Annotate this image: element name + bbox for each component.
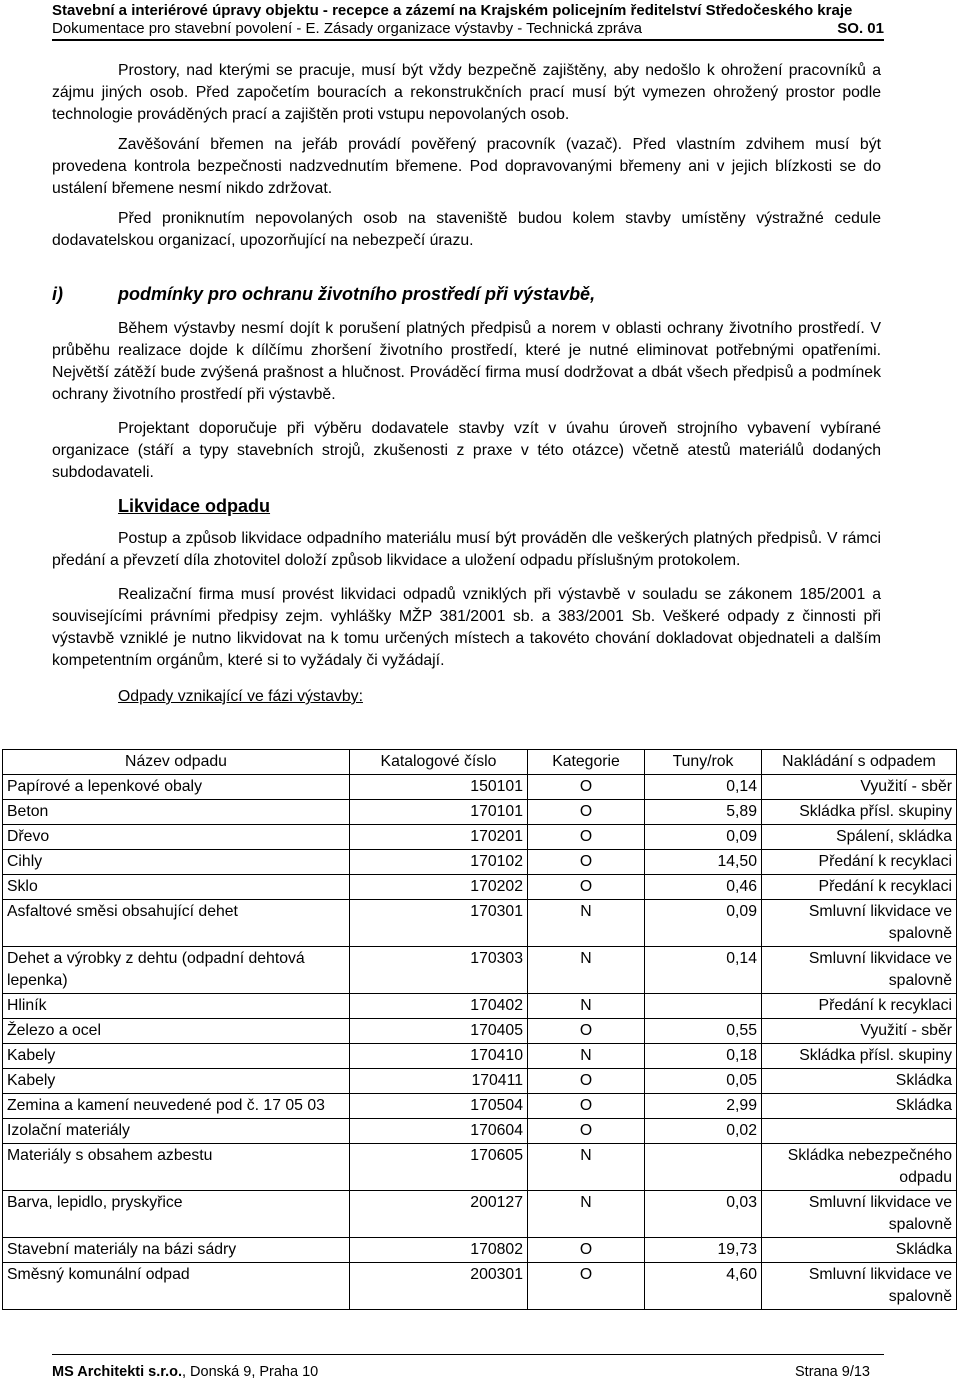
cell-catalog-number: 170504: [350, 1094, 528, 1119]
footer-company-block: [52, 1363, 318, 1381]
header-subtitle-row: [52, 20, 884, 38]
cell-tons: [645, 994, 762, 1019]
table-row: [3, 1019, 957, 1044]
cell-handling: Smluvní likvidace ve spalovně: [762, 1191, 957, 1238]
paragraph-warning-signs: Před proniknutím nepovolaných osob na staveniště budou kolem stavby umístěny výstražné cedule dodavatelskou organizací, upozorňující na nebezpečí úrazu.: [52, 210, 881, 249]
cell-name: Papírové a lepenkové obaly: [3, 775, 350, 800]
table-row: [3, 775, 957, 800]
header-title: Stavební a interiérové úpravy objektu - recepce a zázemí na Krajském policejním ředitelství Středočeského kraje: [52, 2, 853, 19]
table-row: [3, 800, 957, 825]
cell-category: N: [528, 900, 645, 947]
cell-name: Železo a ocel: [3, 1019, 350, 1044]
cell-name: Dřevo: [3, 825, 350, 850]
cell-category: O: [528, 1263, 645, 1310]
paragraph-safety: Prostory, nad kterými se pracuje, musí být vždy bezpečně zajištěny, aby nedošlo k ohrožení pracovníků a zájmu jiných osob. Před započetím bouracích a rekonstrukčních prací musí být vymezen ohrožený prostor podle technologie prováděných prací a zajištěn proti vstupu nepovolaných osob.: [52, 62, 881, 123]
cell-handling: Skládka: [762, 1238, 957, 1263]
cell-name: Dehet a výrobky z dehtu (odpadní dehtová lepenka): [3, 947, 350, 994]
cell-catalog-number: 170303: [350, 947, 528, 994]
footer-address: , Donská 9, Praha 10: [182, 1364, 319, 1380]
cell-name: Izolační materiály: [3, 1119, 350, 1144]
cell-category: N: [528, 1191, 645, 1238]
cell-category: O: [528, 850, 645, 875]
paragraph-disposal-law: Realizační firma musí provést likvidaci odpadů vzniklých při výstavbě v souladu se zákonem 185/2001 a souvisejícími právními předpisy zejm. vyhlášky MŽP 381/2001 sb. a 383/2001 Sb. Veškeré odpady z činnosti při výstavbě vzniklé je nutno likvidovat na k tomu určených místech a takovéto chování dokladovat objednateli a dalším kompetentním orgánům, které si to vyžádaly či vyžádají.: [52, 586, 881, 669]
column-header-tons: Tuny/rok: [645, 750, 762, 775]
table-row: [3, 875, 957, 900]
cell-catalog-number: 200301: [350, 1263, 528, 1310]
column-header-name: Název odpadu: [3, 750, 350, 775]
cell-category: N: [528, 1144, 645, 1191]
cell-category: O: [528, 875, 645, 900]
cell-tons: [645, 1144, 762, 1191]
cell-catalog-number: 170301: [350, 900, 528, 947]
waste-table: [2, 749, 957, 1310]
cell-name: Hliník: [3, 994, 350, 1019]
section-title: podmínky pro ochranu životního prostředí při výstavbě,: [118, 284, 596, 304]
cell-name: Asfaltové směsi obsahující dehet: [3, 900, 350, 947]
cell-category: N: [528, 994, 645, 1019]
cell-category: O: [528, 1069, 645, 1094]
header-divider: [52, 39, 884, 41]
cell-catalog-number: 170102: [350, 850, 528, 875]
paragraph-environment: Během výstavby nesmí dojít k porušení platných předpisů a norem v oblasti ochrany životního prostředí. V průběhu realizace dojde k dílčímu zhoršení životního prostředí, které je nutné eliminovat potřebnými opatřeními. Největší zátěží bude zvýšená prašnost a hlučnost. Prováděcí firma musí dodržovat a dbát všech předpisů a podmínek ochrany životního prostředí při výstavbě.: [52, 320, 881, 403]
paragraph-disposal-procedure: Postup a způsob likvidace odpadního materiálu musí být prováděn dle veškerých platných předpisů. V rámci předání a převzetí díla zhotovitel doloží způsob likvidace a uložení odpadu příslušným protokolem.: [52, 530, 881, 569]
cell-tons: 4,60: [645, 1263, 762, 1310]
cell-catalog-number: 170402: [350, 994, 528, 1019]
cell-category: O: [528, 1119, 645, 1144]
table-header-row: [3, 750, 957, 775]
column-header-catalog: Katalogové číslo: [350, 750, 528, 775]
cell-category: N: [528, 1044, 645, 1069]
header-so-code: SO. 01: [837, 20, 884, 37]
table-row: [3, 900, 957, 947]
table-body: [3, 775, 957, 1310]
cell-catalog-number: 170605: [350, 1144, 528, 1191]
table-caption: Odpady vznikající ve fázi výstavby:: [118, 688, 363, 705]
cell-tons: 0,02: [645, 1119, 762, 1144]
table-row: [3, 1044, 957, 1069]
cell-handling: Skládka přísl. skupiny: [762, 800, 957, 825]
table-row: [3, 947, 957, 994]
cell-handling: Skládka: [762, 1069, 957, 1094]
cell-tons: 0,14: [645, 947, 762, 994]
cell-handling: Využití - sběr: [762, 775, 957, 800]
cell-tons: 19,73: [645, 1238, 762, 1263]
column-header-handling: Nakládání s odpadem: [762, 750, 957, 775]
cell-catalog-number: 170802: [350, 1238, 528, 1263]
cell-handling: Skládka nebezpečného odpadu: [762, 1144, 957, 1191]
cell-name: Materiály s obsahem azbestu: [3, 1144, 350, 1191]
cell-category: O: [528, 800, 645, 825]
cell-catalog-number: 170101: [350, 800, 528, 825]
paragraph-crane: Zavěšování břemen na jeřáb provádí pověřený pracovník (vazač). Před vlastním zdvihem musí být provedena kontrola bezpečnosti nadzvednutím břemene. Pod dopravovanými břemeny ani v jejich blízkosti se do ustálení břemene nesmí nikdo zdržovat.: [52, 136, 881, 197]
section-letter: i): [52, 284, 63, 304]
cell-tons: 2,99: [645, 1094, 762, 1119]
column-header-category: Kategorie: [528, 750, 645, 775]
cell-catalog-number: 170202: [350, 875, 528, 900]
cell-tons: 5,89: [645, 800, 762, 825]
paragraph-contractor: Projektant doporučuje při výběru dodavatele stavby vzít v úvahu úroveň strojního vybavení vybírané organizace (stáří a typy stavebních strojů, zkušenosti z praxe v této otázce) včetně atestů materiálů dodaných subdodavateli.: [52, 420, 881, 481]
cell-category: O: [528, 775, 645, 800]
table-row: [3, 1144, 957, 1191]
cell-tons: 0,18: [645, 1044, 762, 1069]
cell-tons: 0,09: [645, 900, 762, 947]
cell-handling: Spálení, skládka: [762, 825, 957, 850]
cell-name: Kabely: [3, 1044, 350, 1069]
table-row: [3, 850, 957, 875]
table-row: [3, 994, 957, 1019]
cell-name: Barva, lepidlo, pryskyřice: [3, 1191, 350, 1238]
cell-handling: Smluvní likvidace ve spalovně: [762, 947, 957, 994]
cell-name: Sklo: [3, 875, 350, 900]
cell-tons: 0,05: [645, 1069, 762, 1094]
cell-name: Směsný komunální odpad: [3, 1263, 350, 1310]
cell-handling: Smluvní likvidace ve spalovně: [762, 900, 957, 947]
cell-tons: 0,46: [645, 875, 762, 900]
cell-category: O: [528, 1238, 645, 1263]
cell-handling: Předání k recyklaci: [762, 850, 957, 875]
cell-tons: 0,03: [645, 1191, 762, 1238]
cell-category: N: [528, 947, 645, 994]
footer: [52, 1363, 870, 1381]
footer-page-number: Strana 9/13: [795, 1364, 870, 1380]
cell-tons: 14,50: [645, 850, 762, 875]
cell-name: Beton: [3, 800, 350, 825]
table-row: [3, 825, 957, 850]
section-heading-environment: [52, 282, 881, 306]
document-body: [52, 60, 881, 716]
cell-catalog-number: 170405: [350, 1019, 528, 1044]
cell-handling: [762, 1119, 957, 1144]
footer-divider: [52, 1354, 884, 1355]
cell-name: Cihly: [3, 850, 350, 875]
cell-tons: 0,14: [645, 775, 762, 800]
table-row: [3, 1094, 957, 1119]
cell-handling: Skládka přísl. skupiny: [762, 1044, 957, 1069]
table-row: [3, 1119, 957, 1144]
cell-handling: Využití - sběr: [762, 1019, 957, 1044]
cell-catalog-number: 200127: [350, 1191, 528, 1238]
cell-handling: Předání k recyklaci: [762, 875, 957, 900]
cell-category: O: [528, 825, 645, 850]
cell-handling: Skládka: [762, 1094, 957, 1119]
cell-handling: Předání k recyklaci: [762, 994, 957, 1019]
table-row: [3, 1191, 957, 1238]
cell-catalog-number: 170410: [350, 1044, 528, 1069]
cell-name: Stavební materiály na bázi sádry: [3, 1238, 350, 1263]
table-row: [3, 1263, 957, 1310]
table-row: [3, 1069, 957, 1094]
cell-category: O: [528, 1019, 645, 1044]
cell-category: O: [528, 1094, 645, 1119]
heading-waste-disposal: Likvidace odpadu: [118, 496, 271, 516]
footer-company: MS Architekti s.r.o.: [52, 1364, 182, 1380]
cell-tons: 0,55: [645, 1019, 762, 1044]
cell-tons: 0,09: [645, 825, 762, 850]
cell-catalog-number: 170411: [350, 1069, 528, 1094]
cell-catalog-number: 170604: [350, 1119, 528, 1144]
header-document-type: Dokumentace pro stavební povolení - E. Zásady organizace výstavby - Technická zpráva: [52, 20, 643, 37]
cell-name: Zemina a kamení neuvedené pod č. 17 05 03: [3, 1094, 350, 1119]
cell-catalog-number: 170201: [350, 825, 528, 850]
table-row: [3, 1238, 957, 1263]
cell-name: Kabely: [3, 1069, 350, 1094]
cell-catalog-number: 150101: [350, 775, 528, 800]
cell-handling: Smluvní likvidace ve spalovně: [762, 1263, 957, 1310]
